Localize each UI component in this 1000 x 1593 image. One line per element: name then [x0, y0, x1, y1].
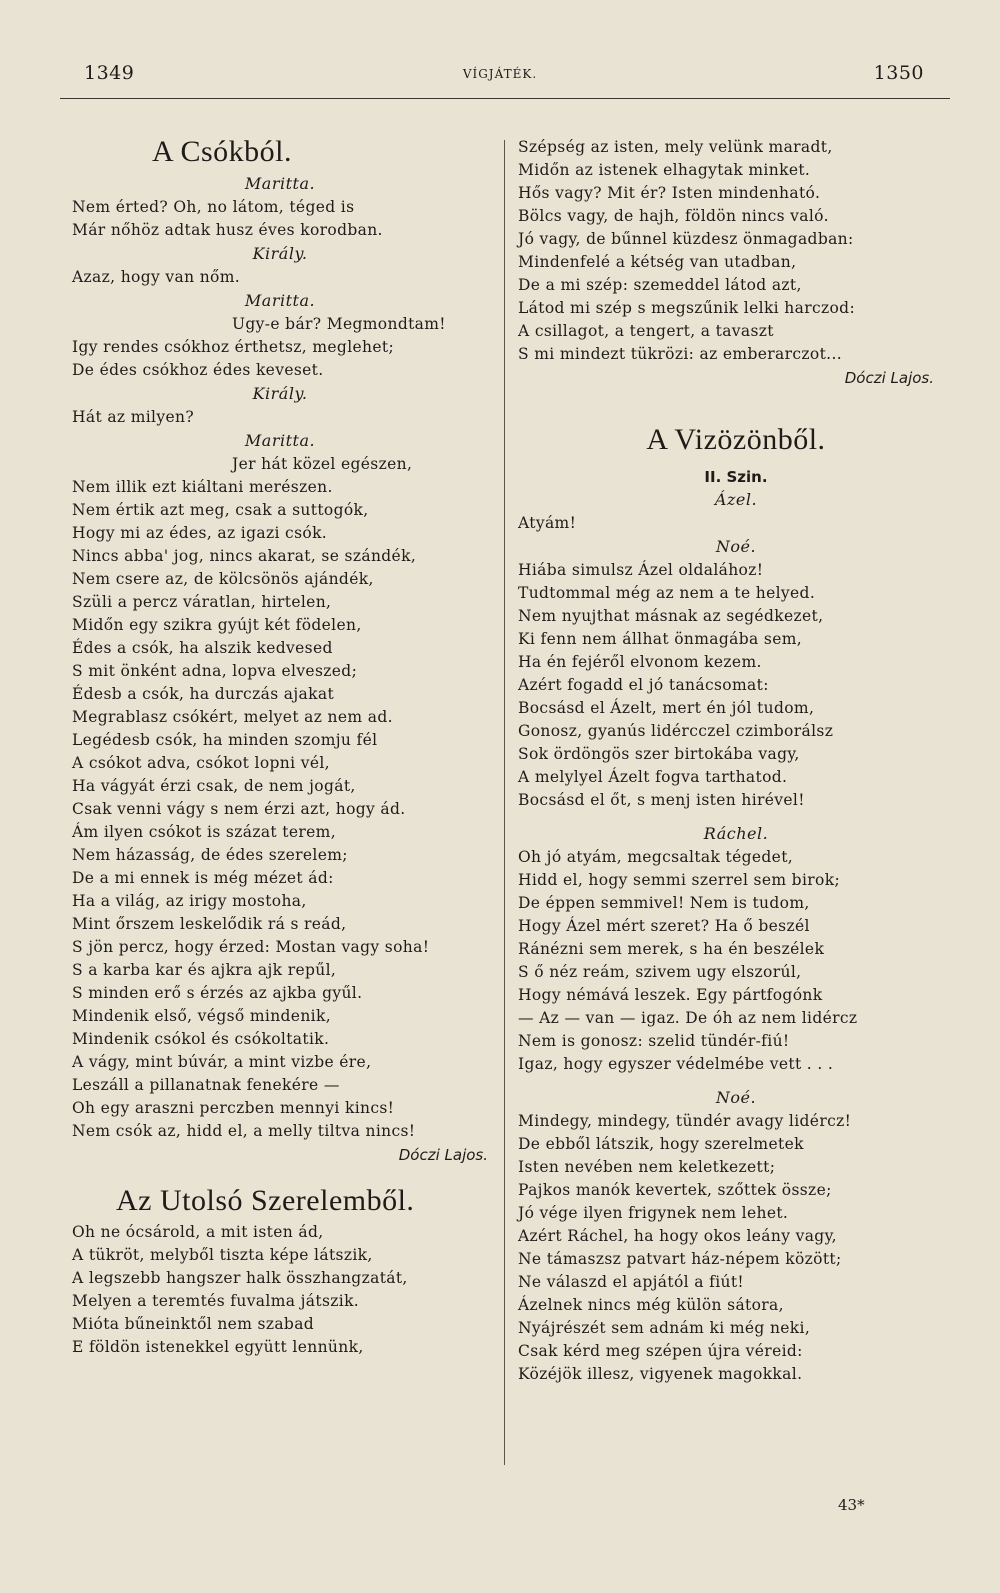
verse-block [518, 1110, 954, 1386]
verse-block [72, 1221, 488, 1359]
verse-line: Azért Ráchel, ha hogy okos leány vagy, [518, 1227, 837, 1245]
verse-line: Édes a csók, ha alszik kedvesed [72, 639, 333, 657]
verse-line: Csak venni vágy s nem érzi azt, hogy ád. [72, 800, 406, 818]
verse-line: Nem csók az, hidd el, a melly tiltva nincs! [72, 1122, 416, 1140]
right-page-number: 1350 [873, 62, 924, 84]
verse-line: Szépség az isten, mely velünk maradt, [518, 138, 833, 156]
speaker-name: Ázel. [714, 490, 758, 509]
verse-line: Bölcs vagy, de hajh, földön nincs való. [518, 207, 829, 225]
section-title: A Vizözönből. [646, 423, 826, 456]
verse-line: Látod mi szép s megszűnik lelki harczod: [518, 299, 856, 317]
left-column [72, 132, 488, 1359]
verse-line: A tükröt, melyből tiszta képe látszik, [72, 1246, 373, 1264]
verse-line: Szüli a percz váratlan, hirtelen, [72, 593, 332, 611]
verse-line: Leszáll a pillanatnak fenekére — [72, 1076, 340, 1094]
verse-line: A melylyel Ázelt fogva tarthatod. [518, 768, 788, 786]
verse-line: Nem értik azt meg, csak a suttogók, [72, 501, 369, 519]
left-page-number: 1349 [84, 62, 135, 84]
author-signature: Dóczi Lajos. [844, 369, 934, 387]
verse-line: Nem csere az, de kölcsönös ajándék, [72, 570, 374, 588]
verse-line: Hát az milyen? [72, 408, 194, 426]
verse-line: De a mi szép: szemeddel látod azt, [518, 276, 802, 294]
verse-line: Közéjök illesz, vigyenek magokkal. [518, 1365, 803, 1383]
verse-line: Ugy-e bár? Megmondtam! [232, 315, 446, 333]
verse-line: De ebből látszik, hogy szerelmetek [518, 1135, 804, 1153]
verse-block [72, 336, 488, 382]
verse-line: Nem is gonosz: szelid tündér-fiú! [518, 1032, 790, 1050]
verse-line: A vágy, mint búvár, a mint vizbe ére, [72, 1053, 372, 1071]
verse-line: S a karba kar és ajkra ajk repűl, [72, 961, 337, 979]
verse-block [518, 512, 954, 535]
verse-line: Igy rendes csókhoz érthetsz, meglehet; [72, 338, 395, 356]
section-title: A Csókból. [151, 135, 293, 168]
verse-line: Melyen a teremtés fuvalma játszik. [72, 1292, 360, 1310]
verse-line: Azért fogadd el jó tanácsomat: [518, 676, 769, 694]
speaker-name: Ráchel. [703, 824, 769, 843]
verse-line: A csókot adva, csókot lopni vél, [72, 754, 330, 772]
verse-line: De a mi ennek is még mézet ád: [72, 869, 334, 887]
verse-line: Hős vagy? Mit ér? Isten mindenható. [518, 184, 821, 202]
speaker-name: Király. [252, 244, 308, 263]
verse-line: S mit önként adna, lopva elveszed; [72, 662, 358, 680]
verse-line: Hogy mi az édes, az igazi csók. [72, 524, 328, 542]
signature-mark: 43* [838, 1496, 865, 1514]
speaker-name: Noé. [715, 537, 757, 556]
verse-line: Ne válaszd el apjától a fiút! [518, 1273, 744, 1291]
verse-line: Ha a világ, az irigy mostoha, [72, 892, 307, 910]
verse-line: Bocsásd el Ázelt, mert én jól tudom, [518, 699, 815, 717]
verse-line: A csillagot, a tengert, a tavaszt [518, 322, 774, 340]
verse-line: Igaz, hogy egyszer védelmébe vett . . . [518, 1055, 834, 1073]
verse-line: Édesb a csók, ha durczás ajakat [72, 685, 335, 703]
running-head: VÍGJÁTÉK. [462, 67, 538, 81]
verse-block [72, 266, 488, 289]
verse-line: Ne támaszsz patvart ház-népem között; [518, 1250, 842, 1268]
verse-line: Nem házasság, de édes szerelem; [72, 846, 348, 864]
verse-line: Hogy némává leszek. Egy pártfogónk [518, 986, 823, 1004]
verse-line: S jön percz, hogy érzed: Mostan vagy soha! [72, 938, 430, 956]
right-column [518, 132, 954, 1386]
verse-block [72, 406, 488, 429]
speaker-name: Maritta. [244, 291, 316, 310]
column-divider [504, 140, 505, 1465]
verse-line: E földön istenekkel együtt lennünk, [72, 1338, 364, 1356]
verse-line: Oh ne ócsárold, a mit isten ád, [72, 1223, 324, 1241]
verse-line: De éppen semmivel! Nem is tudom, [518, 894, 810, 912]
verse-line: Ha vágyát érzi csak, de nem jogát, [72, 777, 356, 795]
verse-line: Ázelnek nincs még külön sátora, [518, 1296, 784, 1314]
header-rule [60, 98, 950, 99]
verse-line: S minden erő s érzés az ajkba gyűl. [72, 984, 363, 1002]
verse-line: Gonosz, gyanús lidércczel czimborálsz [518, 722, 834, 740]
verse-line: S ő néz reám, szivem ugy elszorúl, [518, 963, 802, 981]
verse-line: Hogy Ázel mért szeret? Ha ő beszél [518, 917, 810, 935]
verse-line: Hidd el, hogy semmi szerrel sem birok; [518, 871, 841, 889]
verse-line: Atyám! [518, 514, 577, 532]
verse-line: Oh jó atyám, megcsaltak tégedet, [518, 848, 794, 866]
verse-line: Ránézni sem merek, s ha én beszélek [518, 940, 825, 958]
verse-line: Mindegy, mindegy, tündér avagy lidércz! [518, 1112, 852, 1130]
speaker-name: Noé. [715, 1088, 757, 1107]
verse-line: Ám ilyen csókot is százat terem, [72, 823, 336, 841]
verse-line: Azaz, hogy van nőm. [72, 268, 241, 286]
verse-block [72, 476, 488, 1143]
verse-line: Jó vagy, de bűnnel küzdesz önmagadban: [518, 230, 854, 248]
verse-line: Nyájrészét sem adnám ki még neki, [518, 1319, 811, 1337]
verse-line: Csak kérd meg szépen újra véreid: [518, 1342, 803, 1360]
verse-block [518, 846, 954, 1076]
verse-line: Midőn az istenek elhagytak minket. [518, 161, 811, 179]
verse-line: Bocsásd el őt, s menj isten hirével! [518, 791, 805, 809]
verse-line: Isten nevében nem keletkezett; [518, 1158, 776, 1176]
verse-line: Mindenfelé a kétség van utadban, [518, 253, 797, 271]
section-title: Az Utolsó Szerelemből. [116, 1184, 415, 1217]
verse-line: Tudtommal még az nem a te helyed. [518, 584, 816, 602]
verse-line: Pajkos manók kevertek, szőttek össze; [518, 1181, 832, 1199]
verse-line: Legédesb csók, ha minden szomju fél [72, 731, 378, 749]
verse-line: Hiába simulsz Ázel oldalához! [518, 561, 764, 579]
verse-line: Már nőhöz adtak husz éves korodban. [72, 221, 383, 239]
speaker-name: Maritta. [244, 174, 316, 193]
verse-block [518, 136, 954, 366]
verse-line: S mi mindezt tükrözi: az emberarczot... [518, 345, 842, 363]
verse-line: Nem illik ezt kiáltani merészen. [72, 478, 333, 496]
verse-line: Ki fenn nem állhat önmagába sem, [518, 630, 803, 648]
speaker-name: Király. [252, 384, 308, 403]
verse-line: Megrablasz csókért, melyet az nem ad. [72, 708, 393, 726]
verse-block [72, 196, 488, 242]
verse-line: Jer hát közel egészen, [232, 455, 413, 473]
verse-block [518, 559, 954, 812]
scene-heading: II. Szin. [704, 468, 768, 486]
verse-line: Nincs abba' jog, nincs akarat, se szándék, [72, 547, 417, 565]
verse-line: Nem érted? Oh, no látom, téged is [72, 198, 355, 216]
verse-line: Mióta bűneinktől nem szabad [72, 1315, 315, 1333]
verse-line: Ha én fejéről elvonom kezem. [518, 653, 762, 671]
verse-line: Midőn egy szikra gyújt két födelen, [72, 616, 362, 634]
author-signature: Dóczi Lajos. [398, 1146, 488, 1164]
verse-line: A legszebb hangszer halk összhangzatát, [72, 1269, 408, 1287]
speaker-name: Maritta. [244, 431, 316, 450]
verse-line: Jó vége ilyen frigynek nem lehet. [518, 1204, 789, 1222]
verse-line: — Az — van — igaz. De óh az nem lidércz [518, 1009, 858, 1027]
verse-line: De édes csókhoz édes keveset. [72, 361, 324, 379]
verse-line: Mint őrszem leskelődik rá s reád, [72, 915, 347, 933]
verse-line: Oh egy araszni perczben mennyi kincs! [72, 1099, 395, 1117]
verse-line: Mindenik első, végső mindenik, [72, 1007, 331, 1025]
verse-line: Nem nyujthat másnak az segédkezet, [518, 607, 824, 625]
verse-line: Sok ördöngös szer birtokába vagy, [518, 745, 800, 763]
verse-line: Mindenik csókol és csókoltatik. [72, 1030, 330, 1048]
